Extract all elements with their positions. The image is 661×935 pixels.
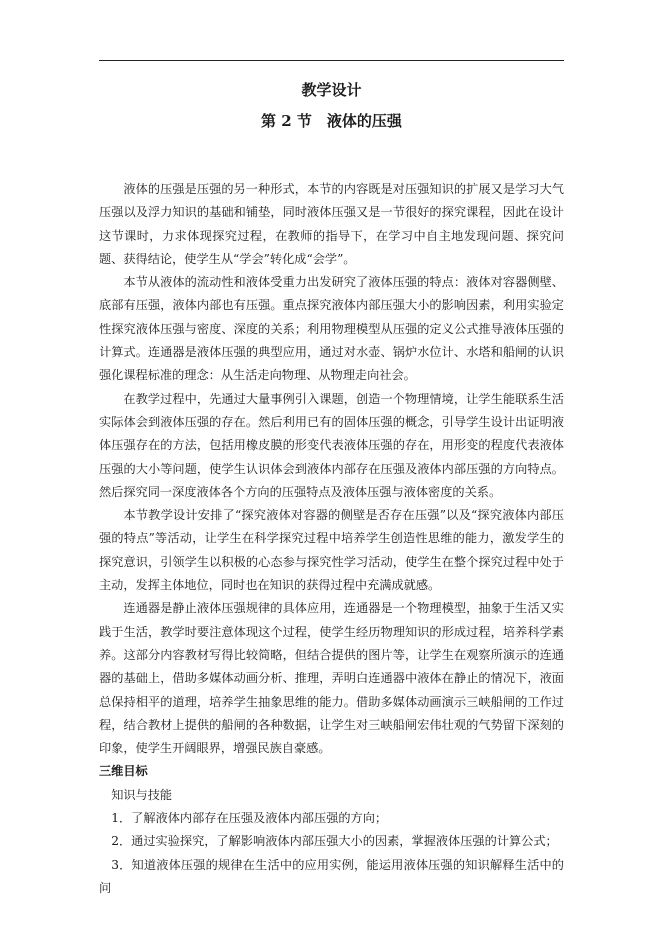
goals-heading: 三维目标: [99, 764, 148, 779]
goal-item: 3．知道液体压强的规律在生活中的应用实例，能运用液体压强的知识解释生活中的问: [99, 857, 564, 895]
paragraph-intro: 液体的压强是压强的另一种形式，本节的内容既是对压强知识的扩展又是学习大气压强以及浮力知识的基础和铺垫，同时液体压强又是一节很好的探究课程，因此在设计这节课时，力求体现探究过程，在教师的指导下，在学习中自主地发现问题、探究问题、获得结论，使学生从“学会”转化成“会学”。: [99, 182, 564, 266]
paragraph-content-overview: 本节从液体的流动性和液体受重力出发研究了液体压强的特点：液体对容器侧壁、底部有压强，液体内部也有压强。重点探究液体内部压强大小的影响因素，利用实验定性探究液体压强与密度、深度的关系；利用物理模型从压强的定义公式推导液体压强的计算式。连通器是液体压强的典型应用，通过对水壶、锅炉水位计、水塔和船闸的认识强化课程标准的理念：从生活走向物理、从物理走向社会。: [99, 275, 564, 383]
document-title: 教学设计: [301, 81, 362, 99]
goals-subheading: 知识与技能: [111, 787, 173, 802]
paragraph-teaching-process: 在教学过程中，先通过大量事例引入课题，创造一个物理情境，让学生能联系生活实际体会到液体压强的存在。然后利用已有的固体压强的概念，引导学生设计出证明液体压强存在的方法，包括用橡皮膜的形变代表液体压强的存在，用形变的程度代表液体压强的大小等问题，使学生认识体会到液体内部存在压强及液体内部压强的方向特点。然后探究同一深度液体各个方向的压强特点及液体压强与液体密度的关系。: [99, 391, 564, 499]
goal-item: 1．了解液体内部存在压强及液体内部压强的方向；: [111, 811, 388, 826]
goal-item: 2．通过实验探究，了解影响液体内部压强大小的因素，掌握液体压强的计算公式；: [111, 834, 558, 849]
paragraph-activities: 本节教学设计安排了“探究液体对容器的侧壁是否存在压强”以及“探究液体内部压强的特点”等活动，让学生在科学探究过程中培养学生创造性思维的能力，激发学生的探究意识，引领学生以积极的心态参与探究性学习活动，使学生在整个探究过程中处于主动，发挥主体地位，同时也在知识的获得过程中充满成就感。: [99, 508, 564, 593]
document-body: [99, 178, 564, 900]
paragraph-connected-vessels: 连通器是静止液体压强规律的具体应用，连通器是一个物理模型，抽象于生活又实践于生活，教学时要注意体现这个过程，使学生经历物理知识的形成过程，培养科学素养。这部分内容教材写得比较简略，但结合提供的图片等，让学生在观察所演示的连通器的基础上，借助多媒体动画分析、推理，弄明白连通器中液体在静止的情况下，液面总保持相平的道理，培养学生抽象思维的能力。借助多媒体动画演示三峡船闸的工作过程，结合教材上提供的船闸的各种数据，让学生对三峡船闸宏伟壮观的气势留下深刻的印象，使学生开阔眼界，增强民族自豪感。: [99, 601, 564, 756]
section-title: 第 2 节 液体的压强: [261, 112, 402, 130]
header-rule: [99, 60, 564, 61]
